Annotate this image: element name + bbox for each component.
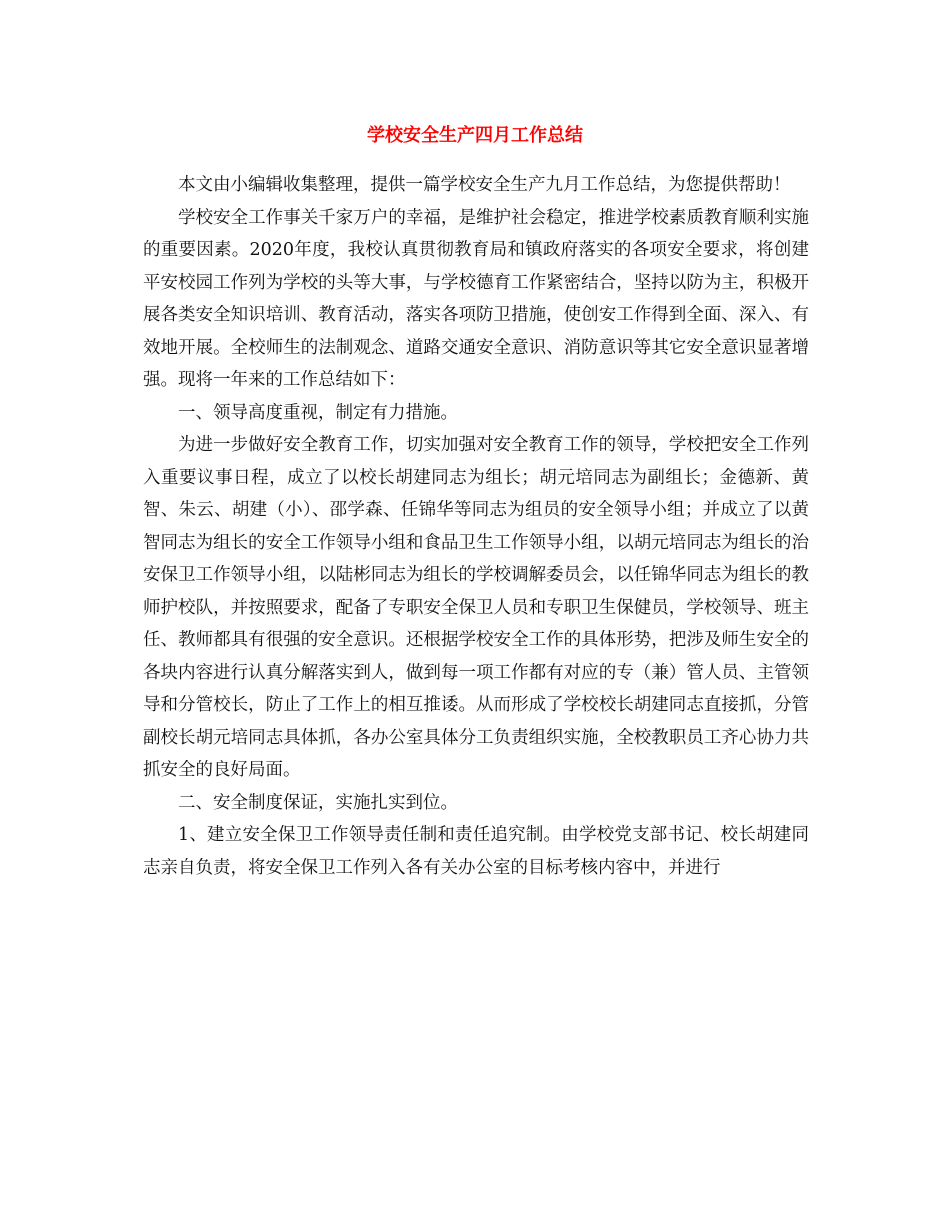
paragraph-leadership: 为进一步做好安全教育工作，切实加强对安全教育工作的领导，学校把安全工作列入重要议事日程，成立了以校长胡建同志为组长；胡元培同志为副组长；金德新、黄智、朱云、胡建（小）、邵学森、任锦华等同志为组员的安全领导小组；并成立了以黄智同志为组长的安全工作领导小组和食品卫生工作领导小组，以胡元培同志为组长的治安保卫工作领导小组，以陆彬同志为组长的学校调解委员会，以任锦华同志为组长的教师护校队，并按照要求，配备了专职安全保卫人员和专职卫生保健员，学校领导、班主任、教师都具有很强的安全意识。还根据学校安全工作的具体形势，把涉及师生安全的各块内容进行认真分解落实到人，做到每一项工作都有对应的专（兼）管人员、主管领导和分管校长，防止了工作上的相互推诿。从而形成了学校校长胡建同志直接抓，分管副校长胡元培同志具体抓，各办公室具体分工负责组织实施，全校教职员工齐心协力共抓安全的良好局面。 <box>143 435 809 780</box>
paragraph-intro: 本文由小编辑收集整理，提供一篇学校安全生产九月工作总结，为您提供帮助！ <box>178 175 791 195</box>
document-body <box>143 139 809 884</box>
section-heading-system: 二、安全制度保证，实施扎实到位。 <box>178 792 458 813</box>
document-title: 学校安全生产四月工作总结 <box>367 125 583 146</box>
paragraph-responsibility: 1、建立安全保卫工作领导责任制和责任追究制。由学校党支部书记、校长胡建同志亲自负责，将安全保卫工作列入各有关办公室的目标考核内容中，并进行 <box>143 825 809 878</box>
paragraph-overview: 学校安全工作事关千家万户的幸福，是维护社会稳定，推进学校素质教育顺利实施的重要因素。2020年度，我校认真贯彻教育局和镇政府落实的各项安全要求，将创建平安校园工作列为学校的头等大事，与学校德育工作紧密结合，坚持以防为主，积极开展各类安全知识培训、教育活动，落实各项防卫措施，使创安工作得到全面、深入、有效地开展。全校师生的法制观念、道路交通安全意识、消防意识等其它安全意识显著增强。现将一年来的工作总结如下： <box>143 207 809 390</box>
section-heading-leadership: 一、领导高度重视，制定有力措施。 <box>178 402 458 423</box>
